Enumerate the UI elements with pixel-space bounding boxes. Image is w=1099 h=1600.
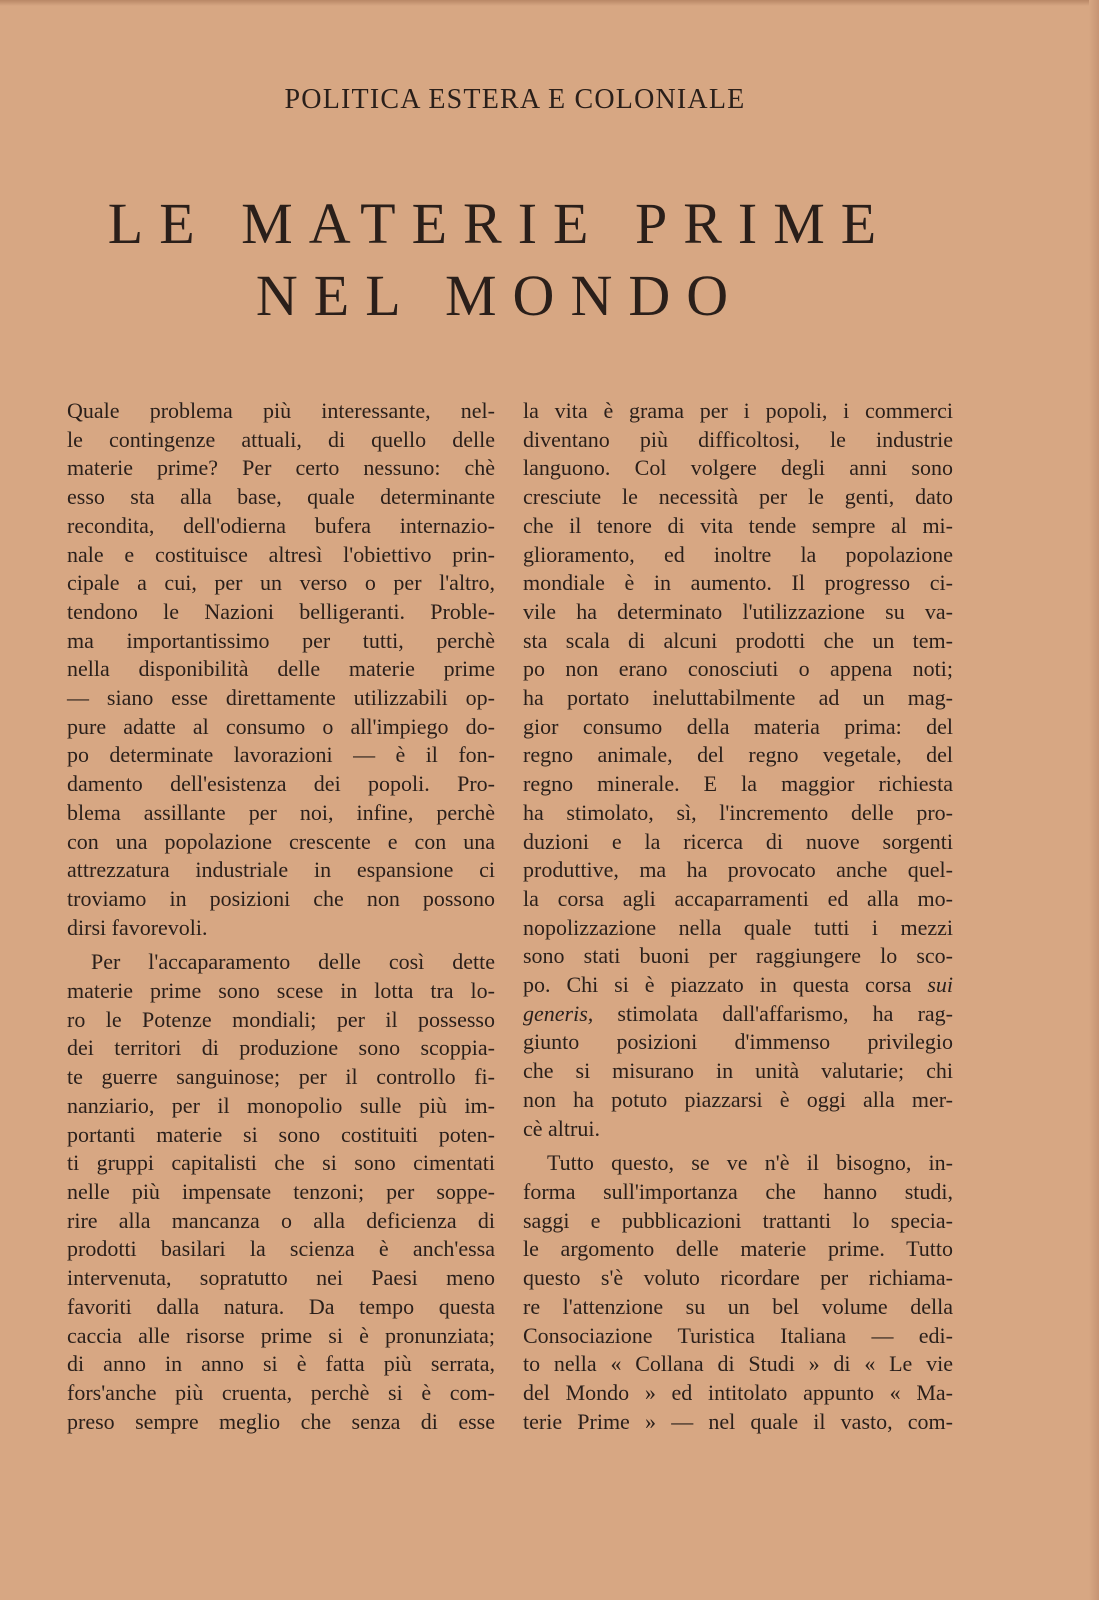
text-fragment: stimolata dall'affarismo, ha rag- [617,1000,953,1026]
text-line: nelle più impensate tenzoni; per soppe- [67,1178,495,1204]
text-line: produttive, ma ha provocato anche quel- [523,857,953,883]
text-line: cè altrui. [523,1115,600,1141]
article-title-line-2: NEL MONDO [255,263,745,328]
italic-word: sui [927,972,953,998]
text-line: con una popolazione crescente e con una [67,828,495,854]
text-line: Consociazione Turistica Italiana — edi- [523,1322,953,1348]
text-line: — siano esse direttamente utilizzabili op- [67,685,495,711]
text-line: rire alla mancanza o alla deficienza di [67,1207,495,1233]
text-fragment: po. Chi si è piazzato in questa corsa [523,972,912,998]
text-line: glioramento, ed inoltre la popolazione [523,541,953,567]
text-line: ti gruppi capitalisti che si sono cimentati [67,1150,495,1176]
text-line: di anno in anno si è fatta più serrata, [67,1351,495,1377]
text-line: troviamo in posizioni che non possono [67,885,495,911]
text-line: ro le Potenze mondiali; per il possesso [67,1006,495,1032]
text-line: nale e costituisce altresì l'obiettivo prin- [67,541,495,567]
text-line: regno animale, del regno vegetale, del [523,742,953,768]
text-line: recondita, dell'odierna bufera internazio- [67,512,495,538]
text-line-with-italic [523,1000,953,1029]
text-line: diventano più difficoltosi, le industrie [523,426,953,452]
text-line: non ha potuto piazzarsi è oggi alla mer- [523,1086,953,1112]
text-line: questo s'è voluto ricordare per richiama- [523,1265,953,1291]
text-line: regno minerale. E la maggior richiesta [523,771,953,797]
text-line: del Mondo » ed intitolato appunto « Ma- [523,1379,953,1405]
text-line: dirsi favorevoli. [67,914,208,940]
text-line: te guerre sanguinose; per il controllo fi- [67,1064,495,1090]
text-line: materie prime sono scese in lotta tra lo- [67,978,495,1004]
text-line: la corsa agli accaparramenti ed alla mo- [523,885,953,911]
italic-word: generis, [523,1000,594,1026]
text-line: Quale problema più interessante, nel- [67,398,495,423]
text-line: gior consumo della materia prima: del [523,713,953,739]
text-line: to nella « Collana di Studi » di « Le vie [523,1351,953,1377]
text-line: forma sull'importanza che hanno studi, [523,1178,953,1204]
text-line: po non erano conosciuti o appena noti; [523,656,953,682]
text-line: vile ha determinato l'utilizzazione su va- [523,598,953,624]
text-line: nanziario, per il monopolio sulle più im- [67,1092,495,1118]
text-line: sta scala di alcuni prodotti che un tem- [523,627,953,653]
text-line: re l'attenzione su un bel volume della [523,1293,953,1319]
text-line: fors'anche più cruenta, perchè si è com- [67,1379,495,1405]
text-line: terie Prime » — nel quale il vasto, com- [523,1408,953,1434]
text-line: intervenuta, sopratutto nei Paesi meno [67,1265,495,1291]
text-line: caccia alle risorse prime si è pronunziata; [67,1322,495,1348]
text-line: ma importantissimo per tutti, perchè [67,627,495,653]
text-line: ha portato ineluttabilmente ad un mag- [523,685,953,711]
text-line: materie prime? Per certo nessuno: chè [67,455,495,481]
page-right-edge [1089,0,1099,1600]
text-line: prodotti basilari la scienza è anch'essa [67,1236,495,1262]
text-line: Per l'accaparamento delle così dette [91,949,495,975]
text-line: saggi e pubblicazioni trattanti lo specia- [523,1207,953,1233]
text-line: portanti materie si sono costituiti poten- [67,1121,495,1147]
text-line: la vita è grama per i popoli, i commerci [523,398,953,423]
text-line: che il tenore di vita tende sempre al mi- [523,512,953,538]
text-line: preso sempre meglio che senza di esse [67,1408,495,1434]
text-line: dei territori di produzione sono scoppia- [67,1035,495,1061]
text-line: mondiale è in aumento. Il progresso ci- [523,570,953,596]
text-line: pure adatte al consumo o all'impiego do- [67,713,495,739]
text-line-with-italic [523,971,953,1000]
text-line: ha stimolato, sì, l'incremento delle pro- [523,799,953,825]
article-title-line-1: LE MATERIE PRIME [107,191,893,256]
text-column-left [67,397,495,1436]
text-line: Tutto questo, se ve n'è il bisogno, in- [547,1150,953,1176]
text-line: favoriti dalla natura. Da tempo questa [67,1293,495,1319]
text-line: giunto posizioni d'immenso privilegio [523,1029,953,1055]
text-line: nopolizzazione nella quale tutti i mezzi [523,914,953,940]
text-line: blema assillante per noi, infine, perchè [67,799,495,825]
text-column-right [523,397,953,1436]
text-line: cresciute le necessità per le genti, dato [523,484,953,510]
text-line: sono stati buoni per raggiungere lo sco- [523,943,953,969]
text-line: le argomento delle materie prime. Tutto [523,1236,953,1262]
text-line: le contingenze attuali, di quello delle [67,426,495,452]
text-line: tendono le Nazioni belligeranti. Proble- [67,598,495,624]
text-line: esso sta alla base, quale determinante [67,484,495,510]
text-line: damento dell'esistenza dei popoli. Pro- [67,771,495,797]
section-header: POLITICA ESTERA E COLONIALE [284,84,746,115]
text-line: cipale a cui, per un verso o per l'altro, [67,570,495,596]
text-line: nella disponibilità delle materie prime [67,656,495,682]
page-top-edge [0,0,1099,6]
text-line: languono. Col volgere degli anni sono [523,455,953,481]
text-line: attrezzatura industriale in espansione ci [67,857,495,883]
text-line: che si misurano in unità valutarie; chi [523,1058,953,1084]
text-line: po determinate lavorazioni — è il fon- [67,742,495,768]
text-line: duzioni e la ricerca di nuove sorgenti [523,828,953,854]
